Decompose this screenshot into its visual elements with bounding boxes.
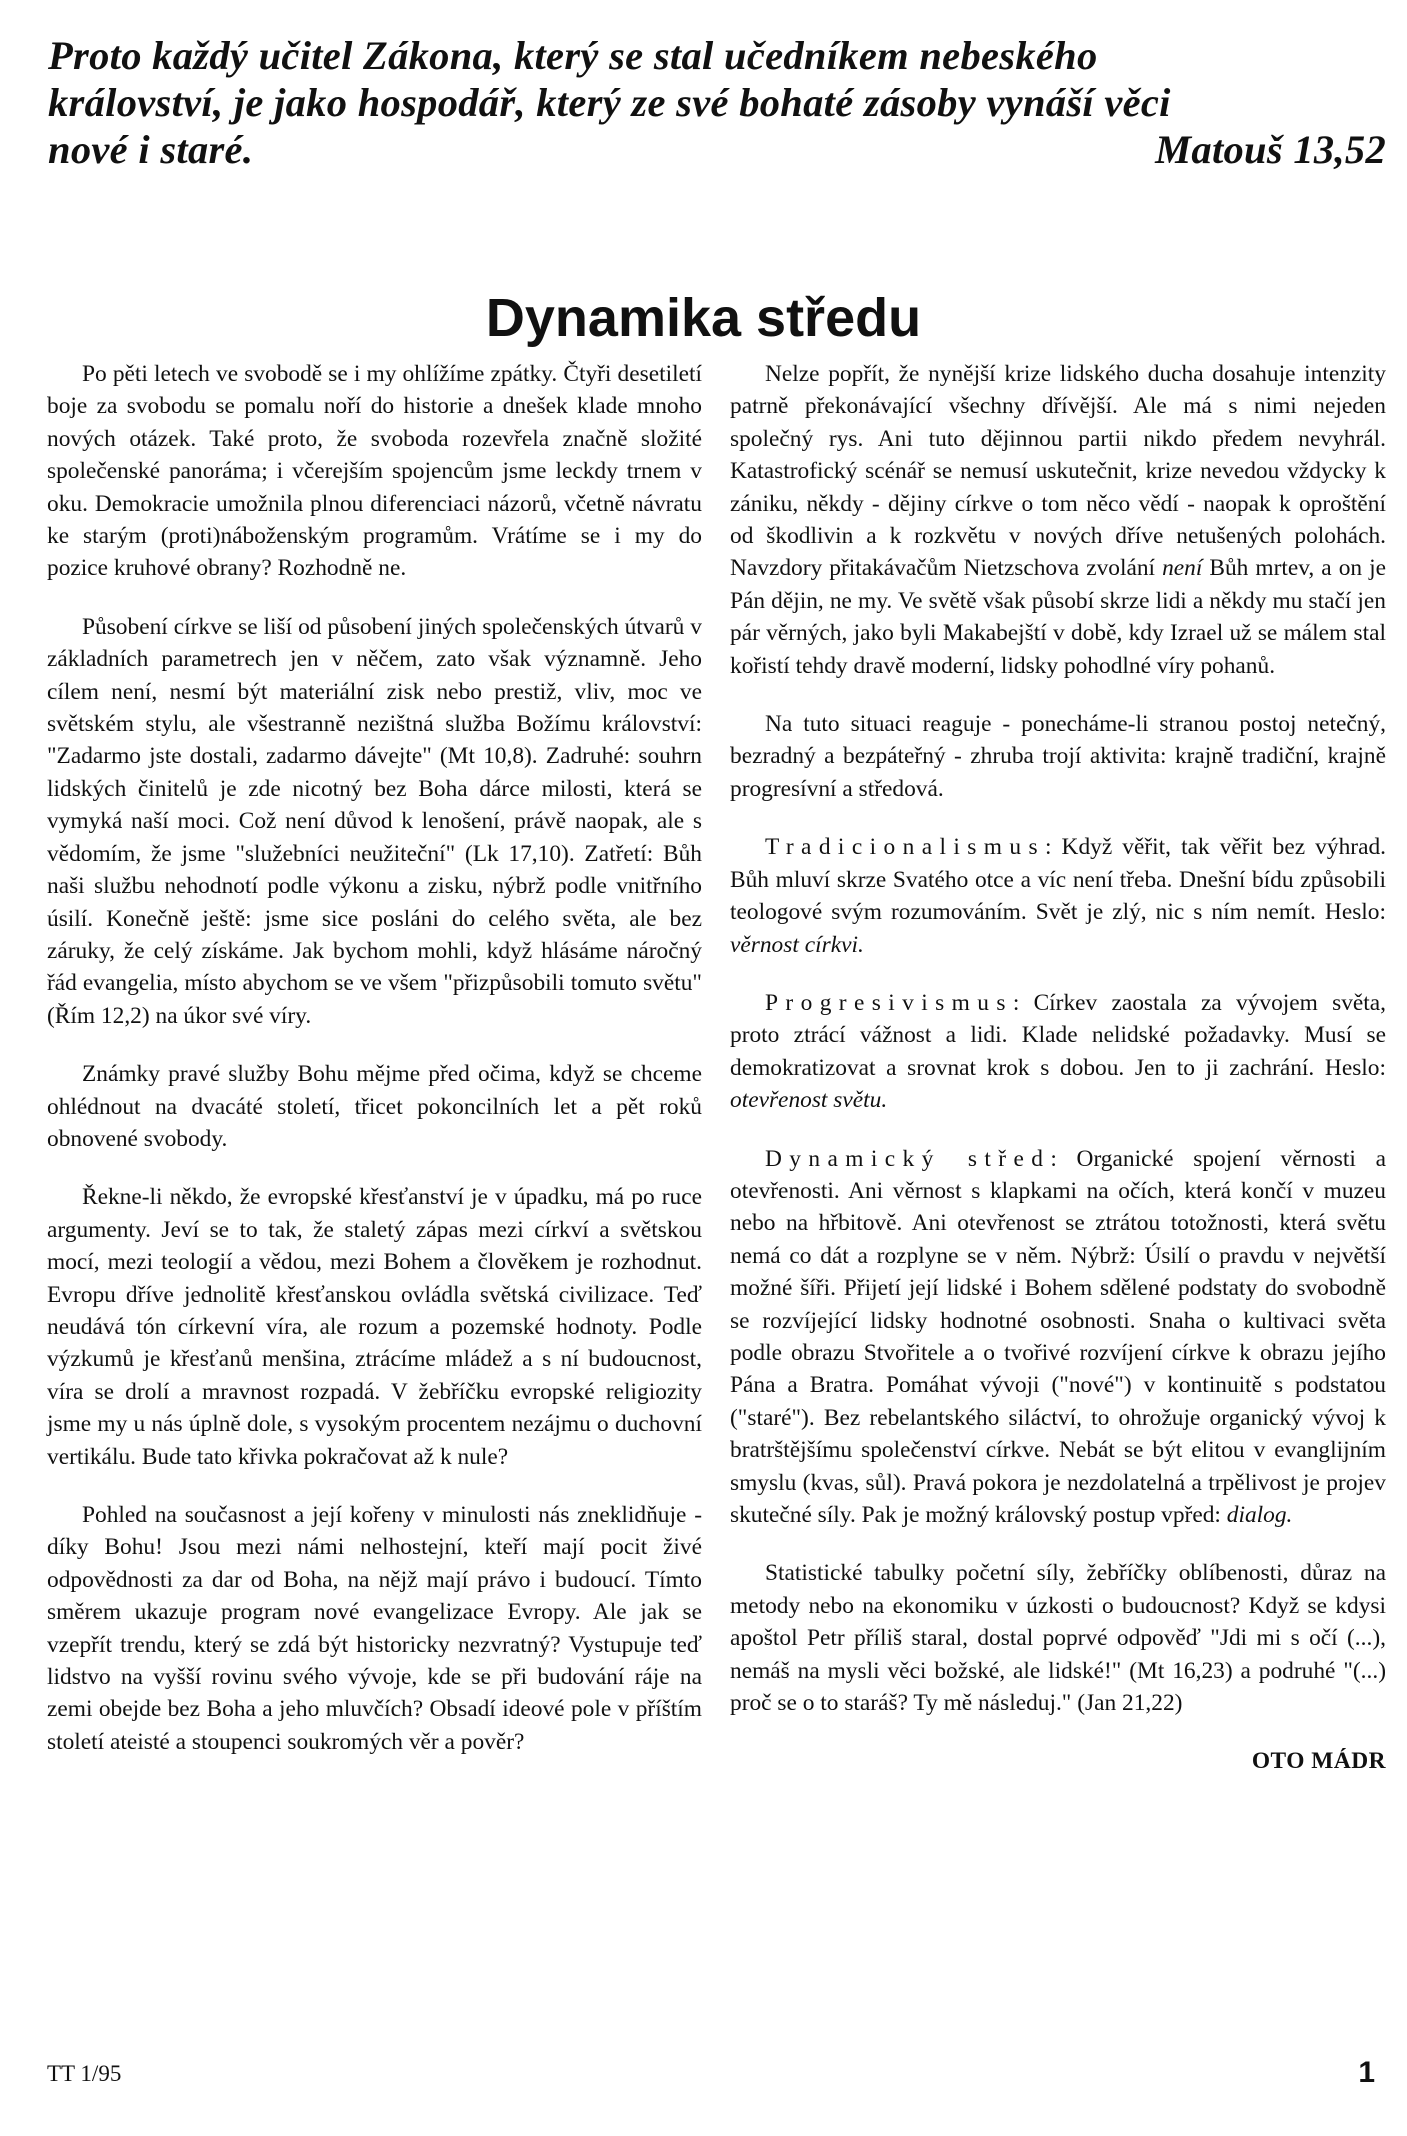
- left-column: [47, 358, 702, 1784]
- dynamic-center-motto: dialog.: [1226, 1502, 1293, 1528]
- paragraph-church-action: Působení církve se liší od působení jiných společenských útvarů v základních parametrech jen v něčem, zato však významně. Jeho cílem není, nesmí být materiální zisk nebo prestiž, vliv, moc ve světském stylu, ale všestranně nezištná služba Božímu království: "Zadarmo jste dostali, zadarmo dávejte" (Mt 10,8). Zadruhé: souhrn lidských činitelů je zde nicotný bez Boha dárce milosti, která se vymyká naší moci. Což není důvod k lenošení, právě naopak, ale s vědomím, že jsme "služebníci neužiteční" (Lk 17,10). Zatřetí: Bůh naši službu nehodnotí podle výkonu a zisku, nýbrž podle vnitřního úsilí. Konečně ještě: jsme sice posláni do celého světa, ale bez záruky, že celý získáme. Jak bychom mohli, když hlásáme náročný řád evangelia, místo abychom se ve všem "přizpůsobili tomuto světu" (Řím 12,2) na úkor své víry.: [47, 613, 702, 1029]
- epigraph-line-3: [48, 126, 1386, 173]
- progressivism-motto: otevřenost světu.: [730, 1087, 888, 1114]
- dynamic-center-text: : Organické spojení věrnosti a otevřenosti. Ani věrnost s klapkami na očích, která končí v muzeu nebo na hřbitově. Ani otevřenost se ztrátou totožnosti, která světu nemá co dát a rozplyne se v něm. Nýbrž: Úsilí o pravdu v největší možné šíři. Přijetí její lidské i Bohem sdělené podstaty do svobodně se rozvíjející lidsky hodnotné osobnosti. Snaha o kultivaci světa podle obrazu Stvořitele a o tvořivé rozvíjení církve k obrazu jejího Pána a Bratra. Pomáhat vývoji ("nové") v kontinuitě s podstatou ("staré"). Bez rebelantského siláctví, to ohrožuje organický vývoj k bratrštějšímu společenství církve. Nebát se být elitou v evanglijním smyslu (kvas, sůl). Pravá pokora je nezdolatelná a trpělivost je projev skutečné síly. Pak je možný královský postup vpřed:: [730, 1145, 1387, 1528]
- author-signature: OTO MÁDR: [1251, 1748, 1386, 1775]
- crisis-text: Nelze popřít, že nynější krize lidského ducha dosahuje intenzity patrně překonávající všechny dřívější. Ale má s nimi nejeden společný rys. Ani tuto dějinnou partii nikdo předem nevyhrál. Katastrofický scénář se nemusí uskutečnit, krize nevedou vždycky k zániku, někdy - dějiny církve o tom něco vědí - naopak k oproštění od škodlivin a k rozkvětu v nových dříve netušených polohách. Navzdory přitakávačům Nietzschova zvolání: [730, 361, 1386, 582]
- paragraph-dynamic-center: [730, 1143, 1386, 1532]
- paragraph-intro: Po pěti letech ve svobodě se i my ohlížíme zpátky. Čtyři desetiletí boje za svobodu se pomalu noří do historie a dnešek klade mnoho nových otázek. Také proto, že svoboda rozevřela značně složité společenské panoráma; i včerejším spojencům jsme leckdy trnem v oku. Demokracie umožnila plnou diferenciaci názorů, včetně návratu ke starým (proti)náboženským programům. Vrátíme se i my do pozice kruhové obrany? Rozhodně ne.: [47, 361, 702, 582]
- term-progressivism: Progresivismus: [765, 989, 1013, 1016]
- article-title: Dynamika středu: [485, 288, 922, 349]
- term-traditionalism: Tradicionalismus: [765, 834, 1045, 861]
- paragraph-signs: Známky pravé služby Bohu mějme před očima, když se chceme ohlédnout na dvacáté století, třicet pokoncilních let a pět roků obnovené svobody.: [47, 1061, 702, 1152]
- paragraph-crisis: [730, 358, 1386, 682]
- paragraph-statistics: Statistické tabulky početní síly, žebříčky oblíbenosti, důraz na metody nebo na ekonomiku v úzkosti o budoucnost? Když se kdysi apoštol Petr příliš staral, dostal poprvé odpověď "Jdi mi s očí (...), nemáš na mysli věci božské, ale lidské!" (Mt 16,23) a podruhé "(...) proč se o to staráš? Ty mě následuj." (Jan 21,22): [730, 1560, 1386, 1717]
- epigraph-line-1: Proto každý učitel Zákona, který se stal učedníkem nebeského: [48, 33, 1098, 78]
- paragraph-present: Pohled na současnost a její kořeny v minulosti nás zneklidňuje - díky Bohu! Jsou mezi námi nelhostejní, kteří mají pocit živé odpovědnosti za dar od Boha, na nějž mají právo i budoucí. Tímto směrem ukazuje program nové evangelizace Evropy. Ale jak se vzepřít trendu, který se zdá být historicky nezvratný? Vystupuje teď lidstvo na vyšší rovinu svého vývoje, kde se při budování ráje na zemi obejde bez Boha a jeho mluvčích? Obsadí ideové pole v příštím století ateisté a stoupenci soukromých věr a pověr?: [47, 1502, 702, 1755]
- progressivism-text: : Církev zaostala za vývojem světa, proto ztrácí vážnost a lidi. Klade nelidské požadavky. Musí se demokratizovat a srovnat krok s dobou. Jen to ji zachrání. Heslo:: [730, 989, 1386, 1081]
- paragraph-progressivism: [730, 987, 1386, 1117]
- crisis-emphasis: není: [1162, 555, 1203, 582]
- epigraph-citation: Matouš 13,52: [1155, 127, 1386, 172]
- epigraph-text-end: nové i staré.: [48, 127, 254, 172]
- paragraph-decline: Řekne-li někdo, že evropské křesťanství je v úpadku, má po ruce argumenty. Jeví se to tak, že staletý zápas mezi církví a světskou mocí, mezi teologií a vědou, mezi Bohem a člověkem je rozhodnut. Evropu dříve jednolitě křesťanskou ovládla světská civilizace. Teď neudává tón církevní víra, ale rozum a pozemské hodnoty. Podle výzkumů je křesťanů menšina, ztrácíme mládež a s ní budoucnost, víra se drolí a mravnost rozpadá. V žebříčku evropské religiozity jsme my u nás úplně dole, s vysokým procentem nezájmu o duchovní vertikálu. Bude tato křivka pokračovat až k nule?: [47, 1184, 702, 1470]
- paragraph-reactions: Na tuto situaci reaguje - ponecháme-li stranou postoj netečný, bezradný a bezpáteřný - zhruba trojí aktivita: krajně tradiční, krajně progresívní a středová.: [730, 711, 1386, 802]
- epigraph-line-2: království, je jako hospodář, který ze své bohaté zásoby vynáší věci: [48, 80, 1171, 125]
- traditionalism-motto: věrnost církvi.: [730, 931, 864, 958]
- right-column: [730, 358, 1386, 1778]
- term-dynamic-center: Dynamický střed: [765, 1145, 1051, 1172]
- paragraph-traditionalism: [730, 831, 1386, 961]
- crisis-text-rest: Bůh mrtev, a on je Pán dějin, ne my. Ve světě však působí skrze lidi a někdy mu stačí jen pár věrných, jako byli Makabejští v době, kdy Izrael už se málem stal kořistí tehdy dravě moderní, lidsky pohodlné víry pohanů.: [730, 555, 1386, 679]
- traditionalism-text: : Když věřit, tak věřit bez výhrad. Bůh mluví skrze Svatého otce a víc není třeba. Dnešní bídu způsobili teologové svým rozumováním. Svět je zlý, nic s ním nemít. Heslo:: [730, 834, 1386, 926]
- epigraph: [48, 32, 1386, 173]
- issue-label: TT 1/95: [47, 2061, 122, 2086]
- page-number: 1: [1358, 2056, 1375, 2089]
